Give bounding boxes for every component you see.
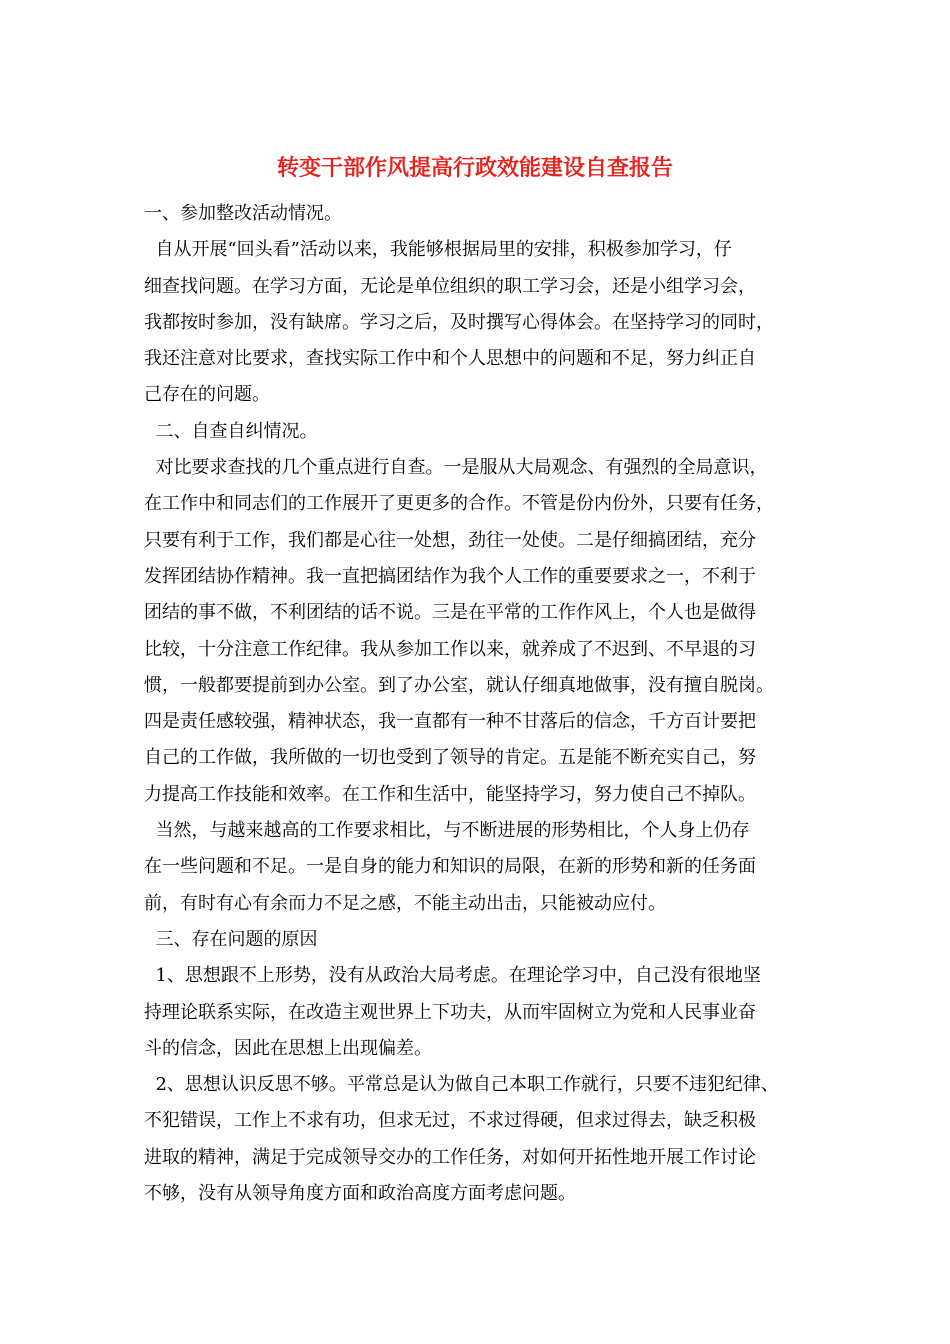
body-line: 自从开展“回头看”活动以来，我能够根据局里的安排，积极参加学习，仔	[144, 239, 732, 261]
document-body	[144, 196, 844, 1212]
body-line: 在工作中和同志们的工作展开了更更多的合作。不管是份内份外，只要有任务，	[144, 493, 774, 515]
body-line: 团结的事不做，不利团结的话不说。三是在平常的工作作风上，个人也是做得	[144, 602, 756, 624]
body-line: 四是责任感较强，精神状态，我一直都有一种不甘落后的信念，千方百计要把	[144, 711, 756, 733]
body-line: 对比要求查找的几个重点进行自查。一是服从大局观念、有强烈的全局意识，	[144, 457, 768, 479]
body-line: 细查找问题。在学习方面，无论是单位组织的职工学习会，还是小组学习会，	[144, 275, 756, 297]
document-title: 转变干部作风提高行政效能建设自查报告	[276, 155, 673, 181]
body-line: 己存在的问题。	[144, 384, 270, 406]
body-line: 我还注意对比要求，查找实际工作中和个人思想中的问题和不足，努力纠正自	[144, 348, 756, 370]
body-line: 2、思想认识反思不够。平常总是认为做自己本职工作就行，只要不违犯纪律、	[144, 1074, 779, 1096]
body-line: 进取的精神，满足于完成领导交办的工作任务，对如何开拓性地开展工作讨论	[144, 1146, 756, 1168]
body-line: 二、自查自纠情况。	[144, 420, 318, 442]
body-line: 当然，与越来越高的工作要求相比，与不断进展的形势相比，个人身上仍存	[144, 820, 750, 842]
body-line: 发挥团结协作精神。我一直把搞团结作为我个人工作的重要要求之一，不利于	[144, 565, 756, 587]
body-line: 不够，没有从领导角度方面和政治高度方面考虑问题。	[144, 1183, 576, 1205]
body-line: 持理论联系实际，在改造主观世界上下功夫，从而牢固树立为党和人民事业奋	[144, 1001, 756, 1023]
body-line: 一、参加整改活动情况。	[144, 203, 342, 224]
body-line: 比较，十分注意工作纪律。我从参加工作以来，就养成了不迟到、不早退的习	[144, 638, 756, 660]
body-line: 在一些问题和不足。一是自身的能力和知识的局限，在新的形势和新的任务面	[144, 856, 756, 878]
body-line: 自己的工作做，我所做的一切也受到了领导的肯定。五是能不断充实自己，努	[144, 747, 756, 769]
body-line: 不犯错误，工作上不求有功，但求无过，不求过得硬，但求过得去，缺乏积极	[144, 1110, 756, 1132]
body-line: 三、存在问题的原因	[144, 928, 318, 950]
body-line: 惯，一般都要提前到办公室。到了办公室，就认仔细真地做事，没有擅自脱岗。	[144, 674, 774, 696]
body-line: 1、思想跟不上形势，没有从政治大局考虑。在理论学习中，自己没有很地坚	[144, 965, 761, 987]
body-line: 只要有利于工作，我们都是心往一处想，劲往一处使。二是仔细搞团结，充分	[144, 529, 756, 551]
body-line: 我都按时参加，没有缺席。学习之后，及时撰写心得体会。在坚持学习的同时，	[144, 311, 774, 333]
body-line: 力提高工作技能和效率。在工作和生活中，能坚持学习，努力使自己不掉队。	[144, 783, 756, 805]
body-line: 斗的信念，因此在思想上出现偏差。	[144, 1037, 432, 1059]
body-line: 前，有时有心有余而力不足之感，不能主动出击，只能被动应付。	[144, 892, 666, 914]
